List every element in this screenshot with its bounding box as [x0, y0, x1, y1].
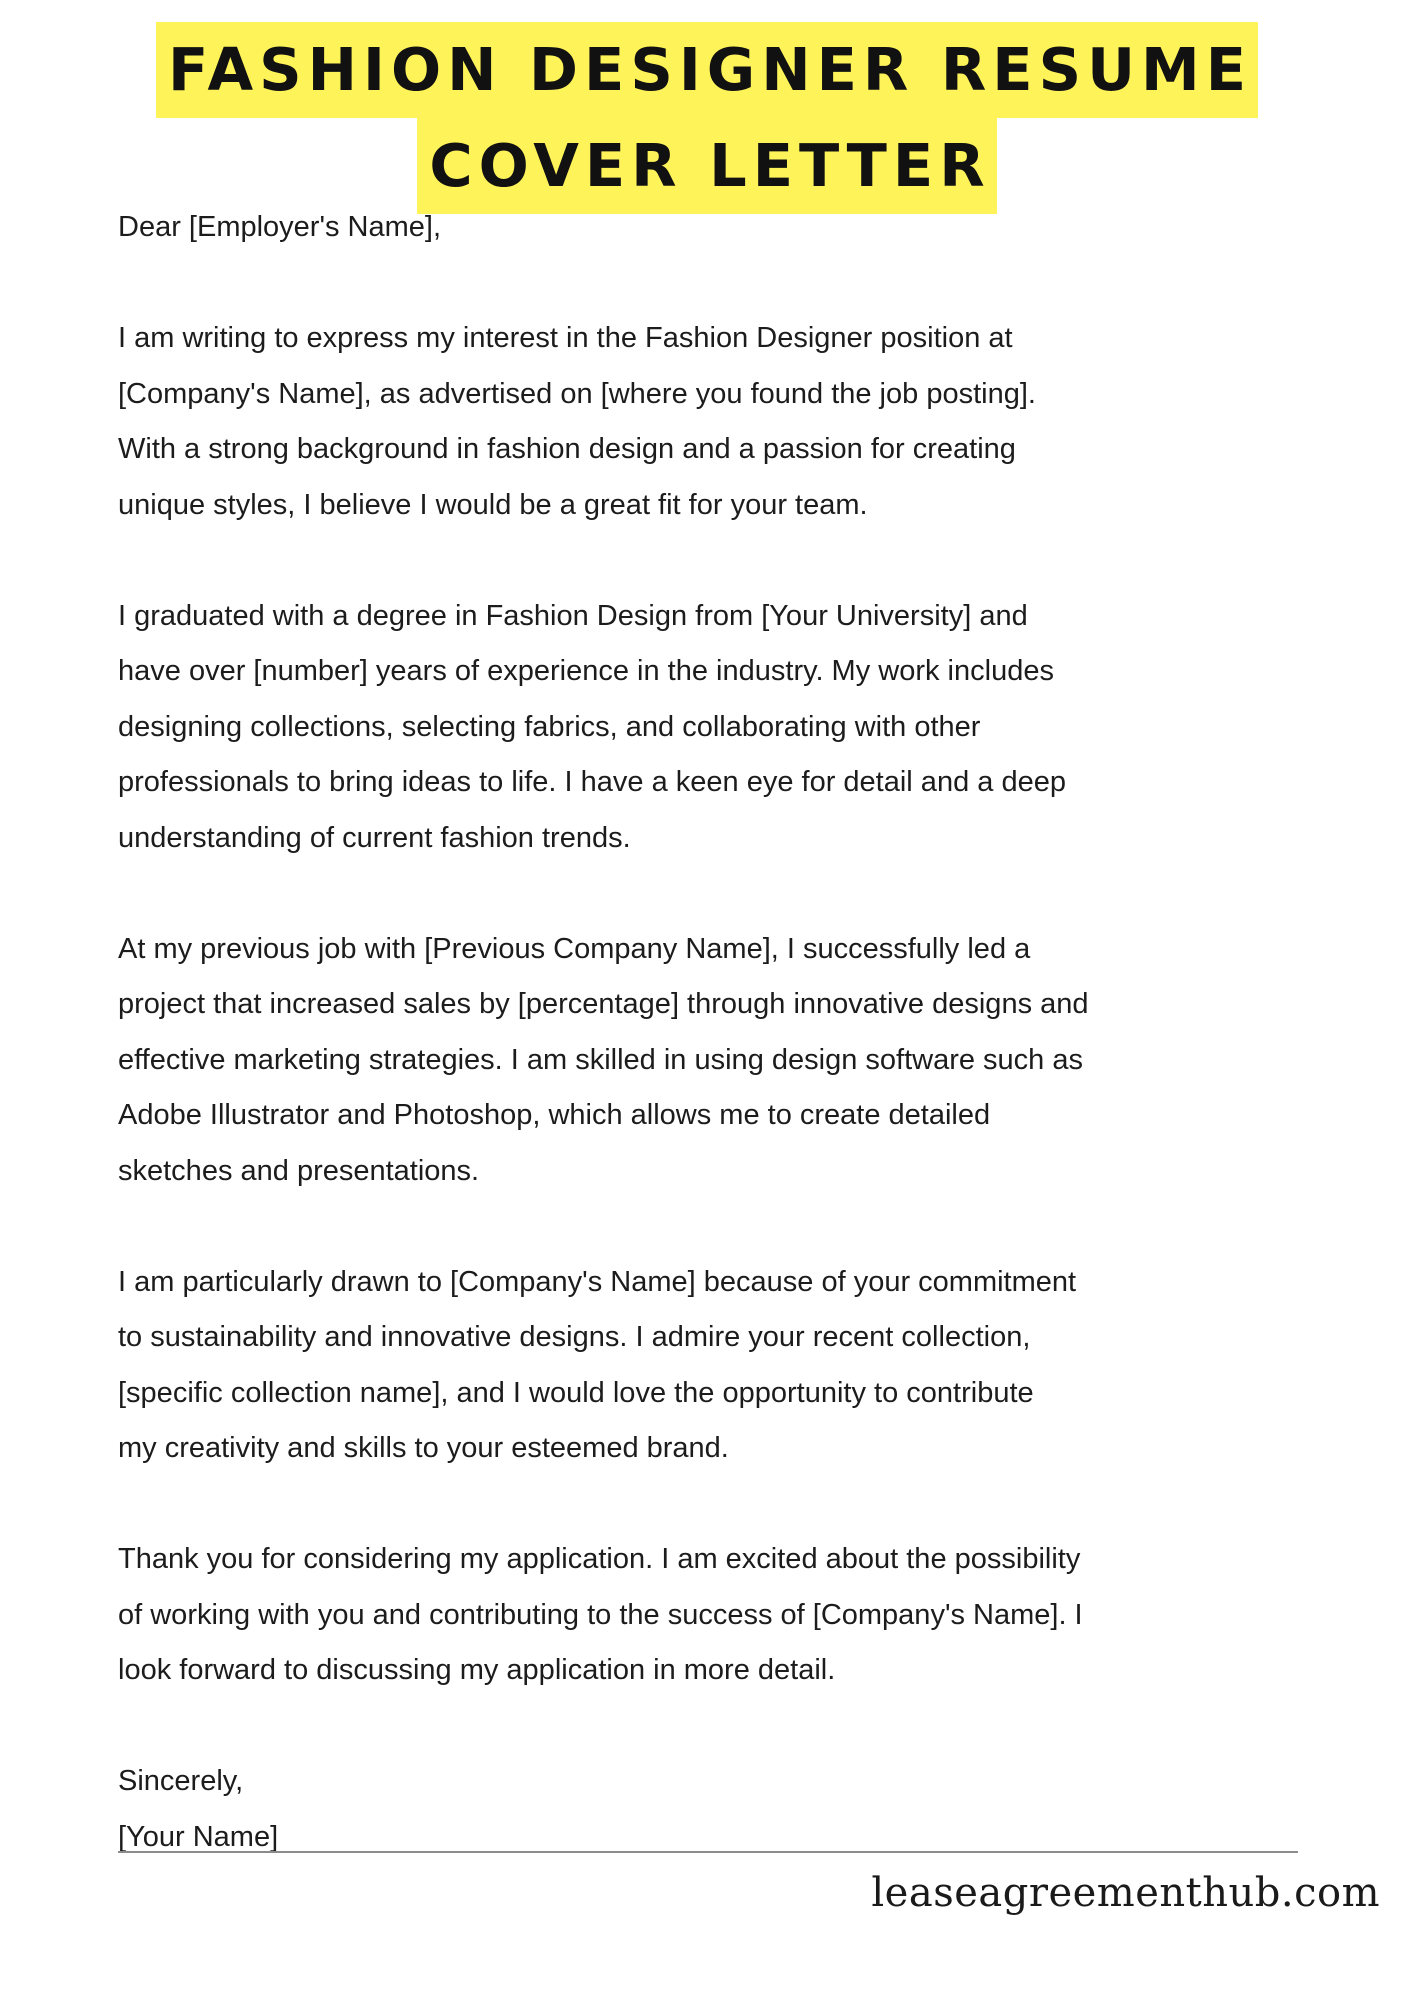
- paragraph-line: With a strong background in fashion design and a passion for creating: [118, 433, 1016, 465]
- paragraph-1: [118, 311, 1298, 533]
- paragraph-line: designing collections, selecting fabrics, and collaborating with other: [118, 710, 981, 743]
- paragraph-line: effective marketing strategies. I am skilled in using design software such as: [118, 1043, 1083, 1076]
- paragraph-5: [118, 1532, 1298, 1699]
- paragraph-line: [Company's Name], as advertised on [where you found the job posting].: [118, 377, 1036, 410]
- paragraph-line: understanding of current fashion trends.: [118, 821, 631, 854]
- paragraph-line: Adobe Illustrator and Photoshop, which allows me to create detailed: [118, 1099, 991, 1131]
- footer-brand: leaseagreementhub.com: [871, 1870, 1380, 1916]
- paragraph-line: professionals to bring ideas to life. I have a keen eye for detail and a deep: [118, 766, 1066, 798]
- paragraph-line: I am particularly drawn to [Company's Name] because of your commitment: [118, 1265, 1077, 1298]
- paragraph-line: sketches and presentations.: [118, 1154, 480, 1187]
- greeting: Dear [Employer's Name],: [118, 211, 442, 243]
- paragraph-line: of working with you and contributing to the success of [Company's Name]. I: [118, 1598, 1083, 1631]
- title-line-1: FASHION DESIGNER RESUME: [156, 22, 1258, 118]
- paragraph-line: to sustainability and innovative designs. I admire your recent collection,: [118, 1321, 1031, 1353]
- paragraph-line: I graduated with a degree in Fashion Design from [Your University] and: [118, 599, 1028, 632]
- paragraph-line: have over [number] years of experience in the industry. My work includes: [118, 655, 1054, 687]
- title-line-2: COVER LETTER: [417, 118, 996, 214]
- paragraph-3: [118, 922, 1298, 1200]
- paragraph-line: At my previous job with [Previous Company Name], I successfully led a: [118, 932, 1031, 965]
- letter-body: [118, 200, 1298, 1865]
- paragraph-line: look forward to discussing my application in more detail.: [118, 1654, 836, 1686]
- signoff: [118, 1754, 1298, 1865]
- signature: [Your Name]: [118, 1820, 279, 1853]
- paragraph-line: Thank you for considering my application. I am excited about the possibility: [118, 1543, 1081, 1575]
- closing: Sincerely,: [118, 1765, 244, 1797]
- paragraph-2: [118, 589, 1298, 867]
- paragraph-4: [118, 1255, 1298, 1477]
- paragraph-line: [specific collection name], and I would love the opportunity to contribute: [118, 1376, 1034, 1409]
- paragraph-line: I am writing to express my interest in the Fashion Designer position at: [118, 322, 1013, 354]
- paragraph-line: unique styles, I believe I would be a great fit for your team.: [118, 488, 868, 521]
- paragraph-line: project that increased sales by [percentage] through innovative designs and: [118, 988, 1089, 1020]
- footer-divider: [118, 1851, 1298, 1853]
- paragraph-line: my creativity and skills to your esteemed brand.: [118, 1432, 729, 1464]
- document-title: [0, 22, 1414, 214]
